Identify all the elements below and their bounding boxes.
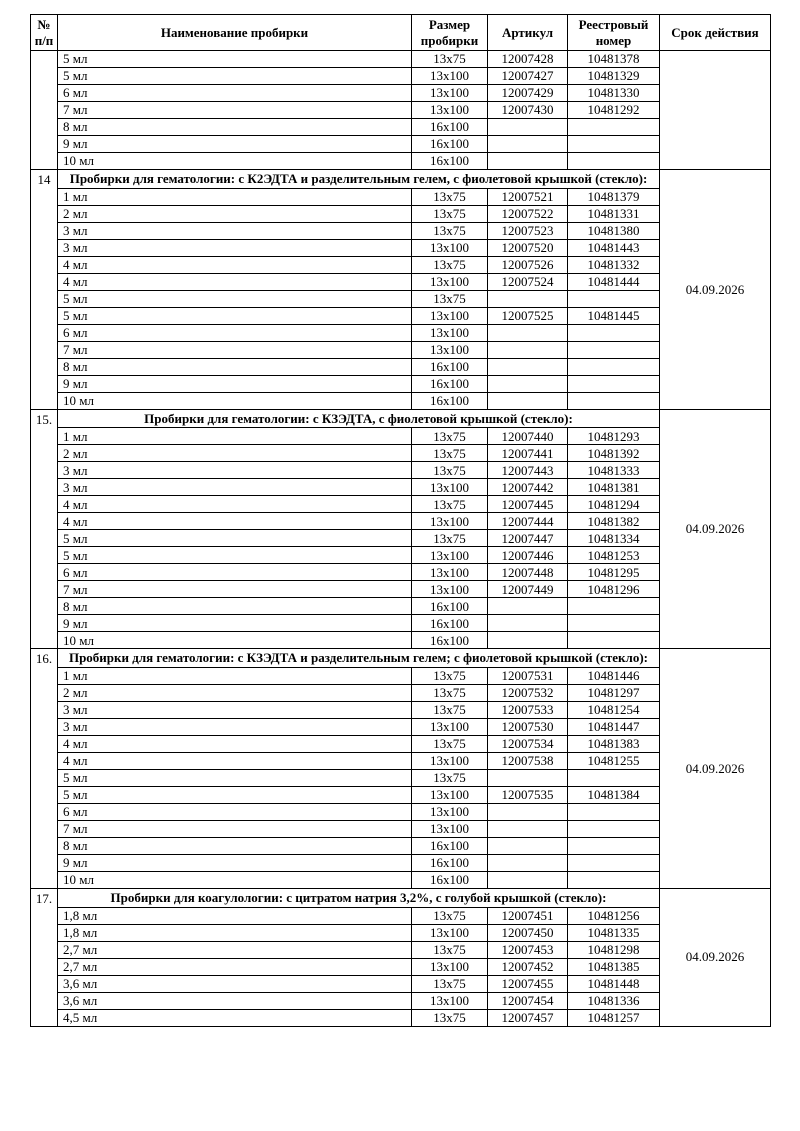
section-title-row [31,170,771,189]
registry-number [568,358,660,375]
tube-volume: 6 мл [58,324,412,341]
tube-size: 16x100 [412,615,488,632]
tube-size: 13x75 [412,496,488,513]
registry-number [568,854,660,871]
tube-volume: 6 мл [58,564,412,581]
tube-volume: 5 мл [58,786,412,803]
tube-volume: 4,5 мл [58,1009,412,1026]
article-number: 12007531 [488,667,568,684]
article-number: 12007526 [488,256,568,273]
article-number: 12007430 [488,102,568,119]
registry-number: 10481392 [568,445,660,462]
tube-size: 16x100 [412,119,488,136]
article-number: 12007449 [488,581,568,598]
tube-volume: 1 мл [58,188,412,205]
registry-number: 10481334 [568,530,660,547]
tube-size: 13x100 [412,341,488,358]
article-number: 12007521 [488,188,568,205]
registry-number: 10481293 [568,428,660,445]
tube-registry-table [30,14,771,1027]
registry-number [568,324,660,341]
article-number: 12007455 [488,975,568,992]
tube-volume: 7 мл [58,581,412,598]
tube-volume: 3 мл [58,222,412,239]
tube-size: 13x100 [412,273,488,290]
tube-size: 16x100 [412,358,488,375]
tube-volume: 7 мл [58,820,412,837]
section-title: Пробирки для гематологии: с КЗЭДТА, с фиолетовой крышкой (стекло): [58,409,660,428]
tube-size: 13x75 [412,188,488,205]
article-number: 12007533 [488,701,568,718]
validity-date: 04.09.2026 [660,170,771,410]
tube-size: 13x100 [412,239,488,256]
tube-volume: 10 мл [58,632,412,649]
tube-volume: 6 мл [58,85,412,102]
column-header-number: № п/п [31,15,58,51]
article-number: 12007452 [488,958,568,975]
article-number: 12007447 [488,530,568,547]
article-number: 12007530 [488,718,568,735]
tube-size: 13x75 [412,701,488,718]
registry-number: 10481381 [568,479,660,496]
article-number: 12007522 [488,205,568,222]
column-header-name: Наименование пробирки [58,15,412,51]
tube-volume: 3 мл [58,239,412,256]
article-number: 12007534 [488,735,568,752]
table-body [31,51,771,1026]
column-header-size: Размер пробирки [412,15,488,51]
table-row [31,51,771,68]
article-number: 12007441 [488,445,568,462]
validity-date [660,51,771,170]
article-number [488,598,568,615]
section-title: Пробирки для гематологии: с КЗЭДТА и разделительным гелем; с фиолетовой крышкой (стекло): [58,649,660,668]
registry-number: 10481257 [568,1009,660,1026]
registry-number [568,290,660,307]
registry-number: 10481255 [568,752,660,769]
tube-volume: 6 мл [58,803,412,820]
tube-size: 13x75 [412,222,488,239]
registry-number: 10481297 [568,684,660,701]
article-number [488,324,568,341]
tube-volume: 9 мл [58,375,412,392]
tube-size: 16x100 [412,375,488,392]
registry-number [568,136,660,153]
tube-size: 13x100 [412,803,488,820]
tube-volume: 3 мл [58,701,412,718]
registry-number [568,803,660,820]
tube-volume: 2,7 мл [58,941,412,958]
article-number: 12007450 [488,924,568,941]
article-number [488,632,568,649]
section-number: 14 [31,170,58,410]
article-number: 12007448 [488,564,568,581]
section-number: 15. [31,409,58,649]
tube-volume: 8 мл [58,837,412,854]
registry-number [568,615,660,632]
registry-number: 10481446 [568,667,660,684]
registry-number: 10481298 [568,941,660,958]
article-number [488,769,568,786]
registry-number: 10481378 [568,51,660,68]
registry-number [568,119,660,136]
validity-date: 04.09.2026 [660,649,771,889]
tube-volume: 8 мл [58,358,412,375]
article-number: 12007532 [488,684,568,701]
tube-size: 16x100 [412,392,488,409]
tube-volume: 2 мл [58,684,412,701]
registry-number: 10481292 [568,102,660,119]
tube-volume: 5 мл [58,68,412,85]
registry-number [568,769,660,786]
tube-volume: 1,8 мл [58,907,412,924]
tube-size: 13x100 [412,958,488,975]
tube-volume: 4 мл [58,735,412,752]
registry-number [568,375,660,392]
tube-volume: 5 мл [58,530,412,547]
validity-date: 04.09.2026 [660,409,771,649]
tube-size: 13x75 [412,445,488,462]
tube-size: 13x100 [412,479,488,496]
registry-number: 10481330 [568,85,660,102]
article-number [488,854,568,871]
tube-size: 16x100 [412,871,488,888]
tube-size: 16x100 [412,598,488,615]
tube-volume: 3 мл [58,718,412,735]
registry-number [568,341,660,358]
tube-volume: 2,7 мл [58,958,412,975]
article-number: 12007453 [488,941,568,958]
tube-volume: 1 мл [58,428,412,445]
registry-number: 10481254 [568,701,660,718]
article-number [488,119,568,136]
tube-volume: 8 мл [58,598,412,615]
registry-number: 10481331 [568,205,660,222]
article-number [488,358,568,375]
registry-number: 10481296 [568,581,660,598]
article-number: 12007524 [488,273,568,290]
registry-number [568,837,660,854]
column-header-validity: Срок действия [660,15,771,51]
article-number: 12007451 [488,907,568,924]
tube-size: 13x100 [412,718,488,735]
registry-number [568,598,660,615]
registry-number: 10481256 [568,907,660,924]
tube-volume: 7 мл [58,102,412,119]
tube-volume: 2 мл [58,445,412,462]
tube-size: 13x100 [412,786,488,803]
tube-size: 13x100 [412,820,488,837]
registry-number: 10481382 [568,513,660,530]
tube-size: 13x75 [412,735,488,752]
article-number: 12007457 [488,1009,568,1026]
article-number [488,837,568,854]
section-number [31,51,58,170]
article-number: 12007535 [488,786,568,803]
registry-number: 10481335 [568,924,660,941]
tube-size: 13x100 [412,307,488,324]
registry-number [568,392,660,409]
tube-size: 13x100 [412,68,488,85]
article-number: 12007525 [488,307,568,324]
tube-size: 13x75 [412,205,488,222]
article-number [488,803,568,820]
article-number: 12007440 [488,428,568,445]
article-number: 12007520 [488,239,568,256]
article-number [488,136,568,153]
article-number: 12007446 [488,547,568,564]
tube-size: 13x75 [412,667,488,684]
registry-number: 10481443 [568,239,660,256]
tube-size: 13x100 [412,513,488,530]
tube-size: 13x75 [412,769,488,786]
article-number: 12007538 [488,752,568,769]
article-number: 12007445 [488,496,568,513]
registry-number: 10481380 [568,222,660,239]
tube-volume: 4 мл [58,256,412,273]
registry-number [568,871,660,888]
header-row [31,15,771,51]
tube-volume: 2 мл [58,205,412,222]
tube-volume: 4 мл [58,752,412,769]
tube-volume: 5 мл [58,290,412,307]
registry-number: 10481294 [568,496,660,513]
tube-size: 13x100 [412,924,488,941]
tube-size: 13x75 [412,1009,488,1026]
tube-size: 13x100 [412,324,488,341]
registry-number [568,820,660,837]
section-title-row [31,409,771,428]
tube-volume: 1,8 мл [58,924,412,941]
tube-volume: 9 мл [58,615,412,632]
tube-volume: 9 мл [58,136,412,153]
tube-volume: 5 мл [58,547,412,564]
registry-number: 10481384 [568,786,660,803]
registry-number: 10481379 [568,188,660,205]
tube-volume: 10 мл [58,153,412,170]
tube-size: 13x75 [412,975,488,992]
tube-size: 16x100 [412,153,488,170]
registry-number: 10481447 [568,718,660,735]
tube-size: 13x75 [412,290,488,307]
tube-size: 13x75 [412,256,488,273]
tube-size: 13x75 [412,684,488,701]
article-number [488,341,568,358]
registry-number: 10481332 [568,256,660,273]
article-number: 12007429 [488,85,568,102]
registry-number: 10481445 [568,307,660,324]
section-title: Пробирки для гематологии: с К2ЭДТА и разделительным гелем, с фиолетовой крышкой (стекло): [58,170,660,189]
registry-number: 10481448 [568,975,660,992]
registry-number [568,153,660,170]
article-number: 12007443 [488,462,568,479]
tube-size: 13x75 [412,428,488,445]
article-number: 12007442 [488,479,568,496]
tube-size: 13x100 [412,85,488,102]
tube-volume: 10 мл [58,392,412,409]
tube-volume: 5 мл [58,307,412,324]
section-number: 17. [31,888,58,1026]
tube-volume: 3 мл [58,462,412,479]
tube-size: 13x75 [412,51,488,68]
registry-number: 10481336 [568,992,660,1009]
tube-volume: 4 мл [58,513,412,530]
tube-size: 13x100 [412,102,488,119]
tube-volume: 4 мл [58,496,412,513]
tube-size: 16x100 [412,136,488,153]
tube-volume: 10 мл [58,871,412,888]
tube-size: 13x100 [412,547,488,564]
tube-size: 13x100 [412,752,488,769]
article-number: 12007444 [488,513,568,530]
tube-size: 16x100 [412,837,488,854]
article-number [488,820,568,837]
tube-volume: 5 мл [58,51,412,68]
tube-volume: 8 мл [58,119,412,136]
tube-volume: 4 мл [58,273,412,290]
column-header-article: Артикул [488,15,568,51]
tube-size: 13x100 [412,564,488,581]
section-number: 16. [31,649,58,889]
tube-volume: 1 мл [58,667,412,684]
validity-date: 04.09.2026 [660,888,771,1026]
column-header-registry: Реестровый номер [568,15,660,51]
article-number: 12007428 [488,51,568,68]
tube-volume: 3,6 мл [58,975,412,992]
section-title-row [31,649,771,668]
article-number [488,615,568,632]
tube-size: 13x75 [412,941,488,958]
tube-volume: 3,6 мл [58,992,412,1009]
tube-volume: 3 мл [58,479,412,496]
registry-number: 10481444 [568,273,660,290]
article-number: 12007523 [488,222,568,239]
article-number [488,375,568,392]
tube-size: 13x75 [412,907,488,924]
tube-size: 13x75 [412,462,488,479]
tube-size: 16x100 [412,632,488,649]
section-title: Пробирки для коагулологии: с цитратом натрия 3,2%, с голубой крышкой (стекло): [58,888,660,907]
tube-volume: 7 мл [58,341,412,358]
tube-volume: 9 мл [58,854,412,871]
registry-number [568,632,660,649]
tube-size: 16x100 [412,854,488,871]
section-title-row [31,888,771,907]
article-number: 12007454 [488,992,568,1009]
tube-volume: 5 мл [58,769,412,786]
registry-number: 10481385 [568,958,660,975]
registry-number: 10481383 [568,735,660,752]
registry-number: 10481329 [568,68,660,85]
article-number: 12007427 [488,68,568,85]
registry-number: 10481295 [568,564,660,581]
registry-number: 10481253 [568,547,660,564]
article-number [488,290,568,307]
article-number [488,871,568,888]
tube-size: 13x75 [412,530,488,547]
article-number [488,153,568,170]
article-number [488,392,568,409]
tube-size: 13x100 [412,992,488,1009]
tube-size: 13x100 [412,581,488,598]
registry-number: 10481333 [568,462,660,479]
